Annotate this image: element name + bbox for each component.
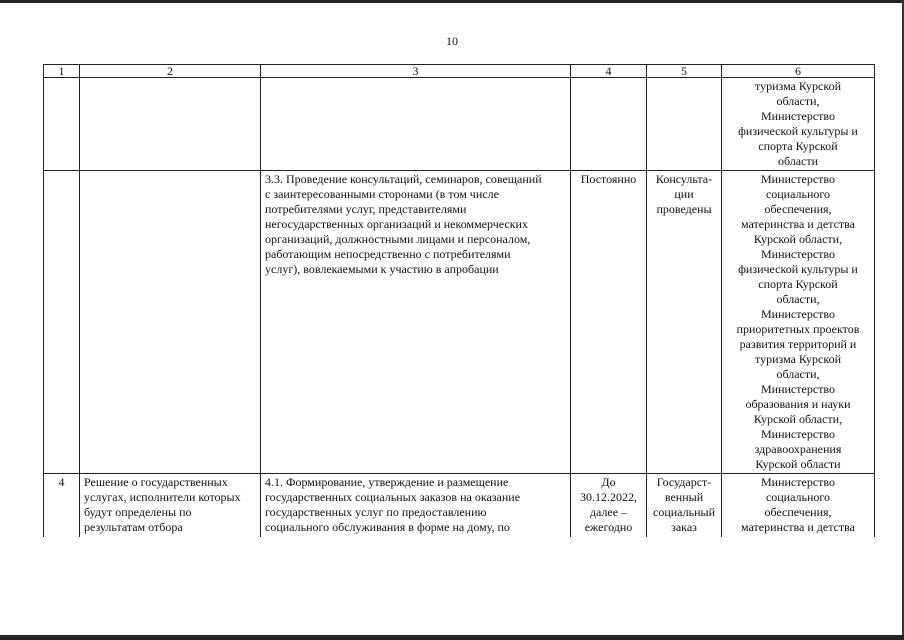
cell-line: далее – bbox=[589, 505, 628, 519]
cell-line: области bbox=[777, 154, 819, 168]
cell-result bbox=[647, 171, 722, 474]
header-cell-3: 3 bbox=[261, 65, 571, 78]
cell-line: туризма Курской bbox=[755, 352, 841, 366]
cell-event bbox=[261, 171, 571, 474]
scan-top-border bbox=[0, 0, 904, 3]
cell-activity bbox=[80, 171, 261, 474]
cell-line: туризма Курской bbox=[755, 79, 841, 93]
cell-line: ции bbox=[674, 187, 694, 201]
cell-number: 4 bbox=[44, 474, 80, 552]
cell-line: Решение о государственных bbox=[84, 475, 228, 489]
table-row bbox=[44, 78, 875, 171]
header-cell-4: 4 bbox=[571, 65, 647, 78]
cell-line: Министерство bbox=[761, 475, 835, 489]
cell-line: области, bbox=[776, 367, 820, 381]
cell-responsible bbox=[722, 171, 875, 474]
cell-line: государственных социальных заказов на оказание bbox=[265, 490, 521, 504]
cell-line: Министерство bbox=[761, 109, 835, 123]
cell-line: Министерство bbox=[761, 307, 835, 321]
cell-line: Министерство bbox=[761, 172, 835, 186]
cell-line: приоритетных проектов bbox=[736, 322, 860, 336]
cell-line: физической культуры и bbox=[738, 124, 858, 138]
cell-number bbox=[44, 78, 80, 171]
cell-line: негосударственных организаций и некоммерческих bbox=[265, 217, 528, 231]
cell-line: будут определены по bbox=[84, 505, 192, 519]
cell-line: проведены bbox=[656, 202, 712, 216]
cell-line: 3.3. Проведение консультаций, семинаров, совещаний bbox=[265, 172, 542, 186]
cell-line: До bbox=[601, 475, 616, 489]
cell-line: государственных услуг по предоставлению bbox=[265, 505, 487, 519]
cell-line: 30.12.2022, bbox=[580, 490, 637, 504]
cell-event bbox=[261, 78, 571, 171]
cell-line: социальный bbox=[653, 505, 715, 519]
cell-line: потребителями услуг, представителями bbox=[265, 202, 467, 216]
cell-line: Курской области bbox=[755, 457, 841, 471]
cell-line: спорта Курской bbox=[758, 139, 838, 153]
cell-line: Курской области, bbox=[753, 412, 843, 426]
cell-result bbox=[647, 78, 722, 171]
cell-line: материнства и детства bbox=[741, 520, 855, 534]
activity-table bbox=[43, 64, 875, 552]
cell-deadline bbox=[571, 171, 647, 474]
cell-line: результатам отбора bbox=[84, 520, 183, 534]
cell-line: услугах, исполнители которых bbox=[84, 490, 241, 504]
header-cell-6: 6 bbox=[722, 65, 875, 78]
page-cutoff bbox=[43, 537, 875, 635]
cell-line: Государст- bbox=[656, 475, 712, 489]
cell-line: материнства и детства bbox=[741, 217, 855, 231]
cell-activity bbox=[80, 78, 261, 171]
table-header-row bbox=[44, 65, 875, 78]
cell-line: социального bbox=[765, 187, 831, 201]
cell-line: образования и науки bbox=[745, 397, 851, 411]
cell-line: социального bbox=[765, 490, 831, 504]
cell-line: ежегодно bbox=[584, 520, 633, 534]
table-row bbox=[44, 171, 875, 474]
cell-line: с заинтересованными сторонами (в том числе bbox=[265, 187, 499, 201]
cell-line: области, bbox=[776, 292, 820, 306]
page-number: 10 bbox=[446, 34, 458, 48]
cell-line: услуг), вовлекаемыми к участию в апробации bbox=[265, 262, 499, 276]
cell-line: обеспечения, bbox=[764, 202, 832, 216]
cell-line: Министерство bbox=[761, 247, 835, 261]
cell-deadline bbox=[571, 78, 647, 171]
cell-line: работающим непосредственно с потребителями bbox=[265, 247, 511, 261]
cell-number bbox=[44, 171, 80, 474]
cell-line: Министерство bbox=[761, 427, 835, 441]
cell-line: здравоохранения bbox=[754, 442, 842, 456]
cell-line: венный bbox=[664, 490, 704, 504]
cell-line: развития территорий и bbox=[739, 337, 857, 351]
cell-line: области, bbox=[776, 94, 820, 108]
header-cell-2: 2 bbox=[80, 65, 261, 78]
cell-line: физической культуры и bbox=[738, 262, 858, 276]
cell-line: спорта Курской bbox=[758, 277, 838, 291]
cell-line: Консульта- bbox=[655, 172, 713, 186]
header-cell-1: 1 bbox=[44, 65, 80, 78]
cell-line: 4.1. Формирование, утверждение и размещение bbox=[265, 475, 509, 489]
cell-line: социального обслуживания в форме на дому, по bbox=[265, 520, 510, 534]
header-cell-5: 5 bbox=[647, 65, 722, 78]
cell-line: Постоянно bbox=[580, 172, 637, 186]
cell-line: Министерство bbox=[761, 382, 835, 396]
cell-line: заказ bbox=[671, 520, 697, 534]
cell-line: Курской области, bbox=[753, 232, 843, 246]
cell-line: организаций, должностными лицами и персоналом, bbox=[265, 232, 531, 246]
scan-bottom-border bbox=[0, 635, 904, 640]
cell-line: обеспечения, bbox=[764, 505, 832, 519]
cell-responsible bbox=[722, 78, 875, 171]
